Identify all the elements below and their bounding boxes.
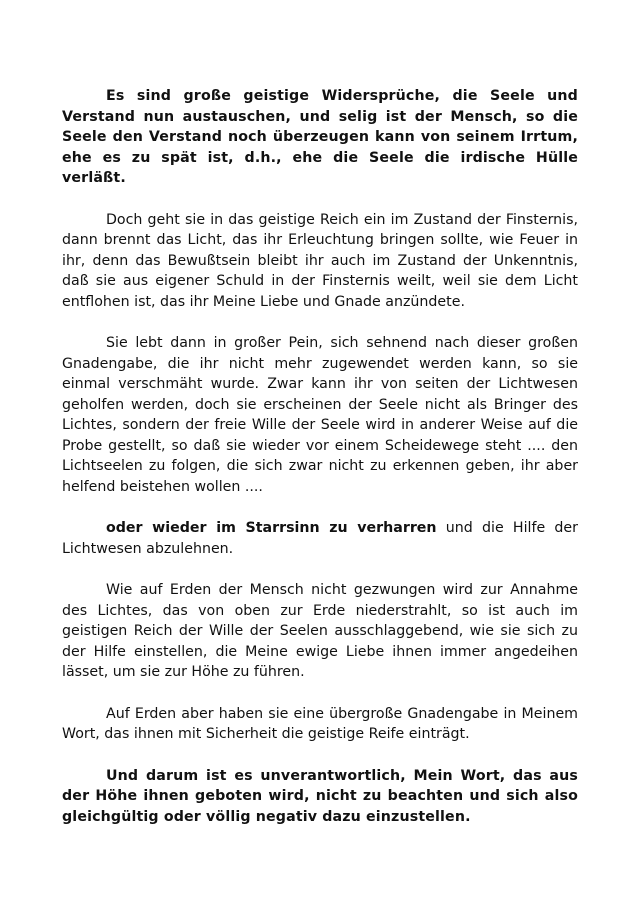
paragraph-4-bold-phrase: oder wieder im Starrsinn zu verharren <box>106 520 437 536</box>
paragraph-7: Und darum ist es unverantwortlich, Mein Wort, das aus der Höhe ihnen geboten wird, nicht zu beachten und sich also gleichgültig oder völlig negativ dazu einzustellen. <box>62 767 578 825</box>
paragraph-1: Es sind große geistige Widersprüche, die Seele und Verstand nun austauschen, und selig ist der Mensch, so die Seele den Verstand noch überzeugen kann von seinem Irrtum, ehe es zu spät ist, d.h., ehe die Seele die irdische Hülle verläßt. <box>62 88 578 186</box>
paragraph-4-rest: und die Hilfe der Lichtwesen abzulehnen. <box>62 520 578 557</box>
paragraph-2: Doch geht sie in das geistige Reich ein im Zustand der Finsternis, dann brennt das Licht, das ihr Erleuchtung bringen sollte, wie Feuer in ihr, denn das Bewußtsein bleibt ihr auch im Zustand der Unkenntnis, daß sie aus eigener Schuld in der Finsternis weilt, weil sie dem Licht entflohen ist, das ihr Meine Liebe und Gnade anzündete. <box>62 211 578 310</box>
paragraph-6: Auf Erden aber haben sie eine übergroße Gnadengabe in Meinem Wort, das ihnen mit Sicherheit die geistige Reife einträgt. <box>62 705 578 742</box>
paragraph-3: Sie lebt dann in großer Pein, sich sehnend nach dieser großen Gnadengabe, die ihr nicht mehr zugewendet werden kann, so sie einmal verschmäht wurde. Zwar kann ihr von seiten der Lichtwesen geholfen werden, doch sie erscheinen der Seele nicht als Bringer des Lichtes, sondern der freie Wille der Seele wird in anderer Weise auf die Probe gestellt, so daß sie wieder vor einem Scheidewege steht .... den Lichtseelen zu folgen, die sich zwar nicht zu erkennen geben, ihr aber helfend beistehen wollen .... <box>62 335 578 495</box>
paragraph-4 <box>62 518 578 559</box>
paragraph-5: Wie auf Erden der Mensch nicht gezwungen wird zur Annahme des Lichtes, das von oben zur Erde niederstrahlt, so ist auch im geistigen Reich der Wille der Seelen ausschlaggebend, wie sie sich zu der Hilfe einstellen, die Meine ewige Liebe ihnen immer angedeihen lässet, um sie zur Höhe zu führen. <box>62 582 578 680</box>
document-page <box>62 86 578 827</box>
